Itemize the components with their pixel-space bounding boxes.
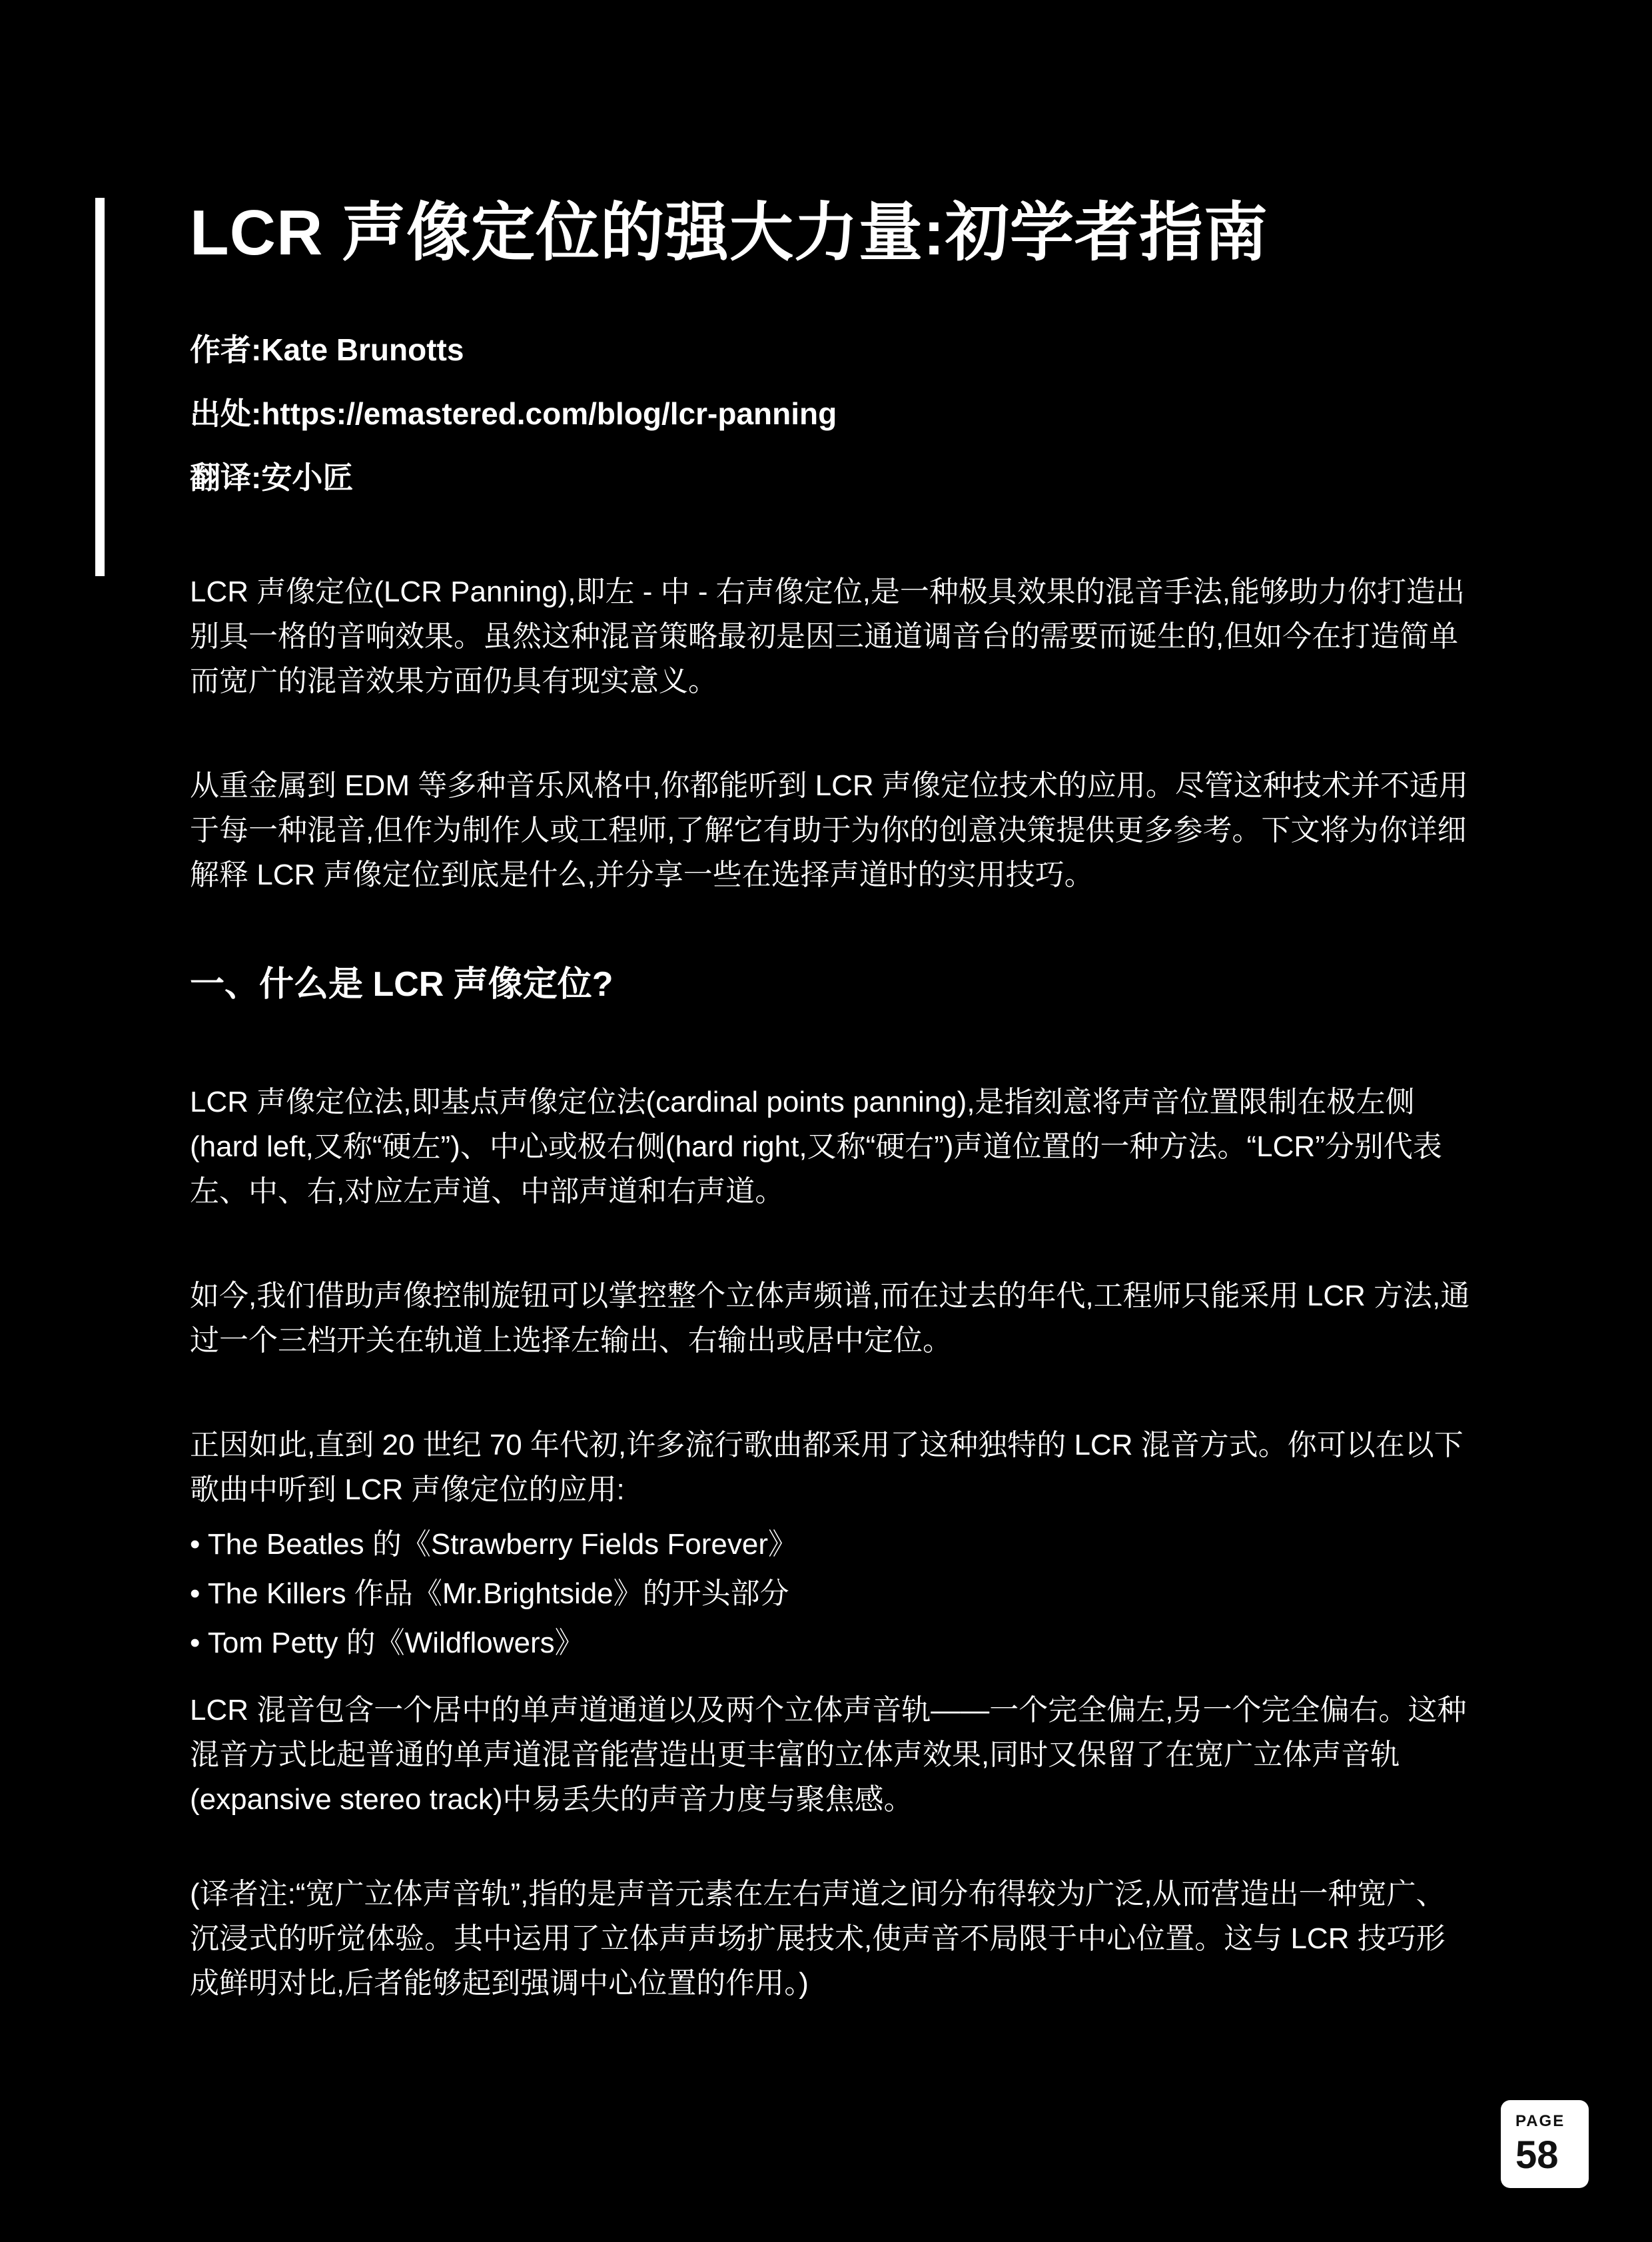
intro-paragraph-2: 从重金属到 EDM 等多种音乐风格中,你都能听到 LCR 声像定位技术的应用。尽管这种技术并不适用于每一种混音,但作为制作人或工程师,了解它有助于为你的创意决策提供更多参考。下文将为你详细解释 LCR 声像定位到底是什么,并分享一些在选择声道时的实用技巧。 <box>190 769 1468 891</box>
section-paragraph-1: LCR 声像定位法,即基点声像定位法(cardinal points panning),是指刻意将声音位置限制在极左侧(hard left,又称“硬左”)、中心或极右侧(hard right,又称“硬右”)声道位置的一种方法。“LCR”分别代表左、中、右,对应左声道、中部声道和右声道。 <box>190 1086 1442 1208</box>
meta-author-value: Kate Brunotts <box>261 332 464 367</box>
list-item: • Tom Petty 的《Wildflowers》 <box>190 1627 584 1659</box>
meta-source-url: https://emastered.com/blog/lcr-panning <box>261 396 837 431</box>
page-number-badge <box>1501 2100 1589 2188</box>
content-column <box>190 0 1472 2006</box>
meta-author-label: 作者: <box>190 332 262 367</box>
title-accent-bar <box>95 198 105 576</box>
meta-translator-label: 翻译: <box>190 460 262 495</box>
list-item: • The Beatles 的《Strawberry Fields Forever》 <box>190 1528 797 1561</box>
song-example-list <box>190 1520 1472 1668</box>
article-meta <box>190 318 1472 510</box>
page-number: 58 <box>1515 2133 1559 2177</box>
section-paragraph-2: 如今,我们借助声像控制旋钮可以掌控整个立体声频谱,而在过去的年代,工程师只能采用 LCR 方法,通过一个三档开关在轨道上选择左输出、右输出或居中定位。 <box>190 1280 1470 1357</box>
meta-source-label: 出处: <box>190 396 262 431</box>
meta-translator-value: 安小匠 <box>261 460 354 495</box>
article-title: LCR 声像定位的强大力量:初学者指南 <box>190 197 1268 268</box>
section-heading: 一、什么是 LCR 声像定位? <box>190 965 614 1004</box>
meta-source <box>190 382 1472 446</box>
section-paragraph-4: LCR 混音包含一个居中的单声道通道以及两个立体声音轨——一个完全偏左,另一个完全偏右。这种混音方式比起普通的单声道混音能营造出更丰富的立体声效果,同时又保留了在宽广立体声音轨(expansive stereo track)中易丢失的声音力度与聚焦感。 <box>190 1694 1467 1816</box>
translator-note: (译者注:“宽广立体声音轨”,指的是声音元素在左右声道之间分布得较为广泛,从而营造出一种宽广、沉浸式的听觉体验。其中运用了立体声声场扩展技术,使声音不局限于中心位置。这与 LCR 技巧形成鲜明对比,后者能够起到强调中心位置的作用。) <box>190 1878 1446 2000</box>
list-item: • The Killers 作品《Mr.Brightside》的开头部分 <box>190 1577 789 1610</box>
section-paragraph-3: 正因如此,直到 20 世纪 70 年代初,许多流行歌曲都采用了这种独特的 LCR 混音方式。你可以在以下歌曲中听到 LCR 声像定位的应用: <box>190 1429 1463 1506</box>
page-label: PAGE <box>1515 2112 1565 2130</box>
article-body <box>190 569 1472 2006</box>
meta-author <box>190 318 1472 382</box>
intro-paragraph-1: LCR 声像定位(LCR Panning),即左 - 中 - 右声像定位,是一种极具效果的混音手法,能够助力你打造出别具一格的音响效果。虽然这种混音策略最初是因三通道调音台的需要而诞生的,但如今在打造简单而宽广的混音效果方面仍具有现实意义。 <box>190 575 1465 697</box>
meta-translator <box>190 446 1472 510</box>
